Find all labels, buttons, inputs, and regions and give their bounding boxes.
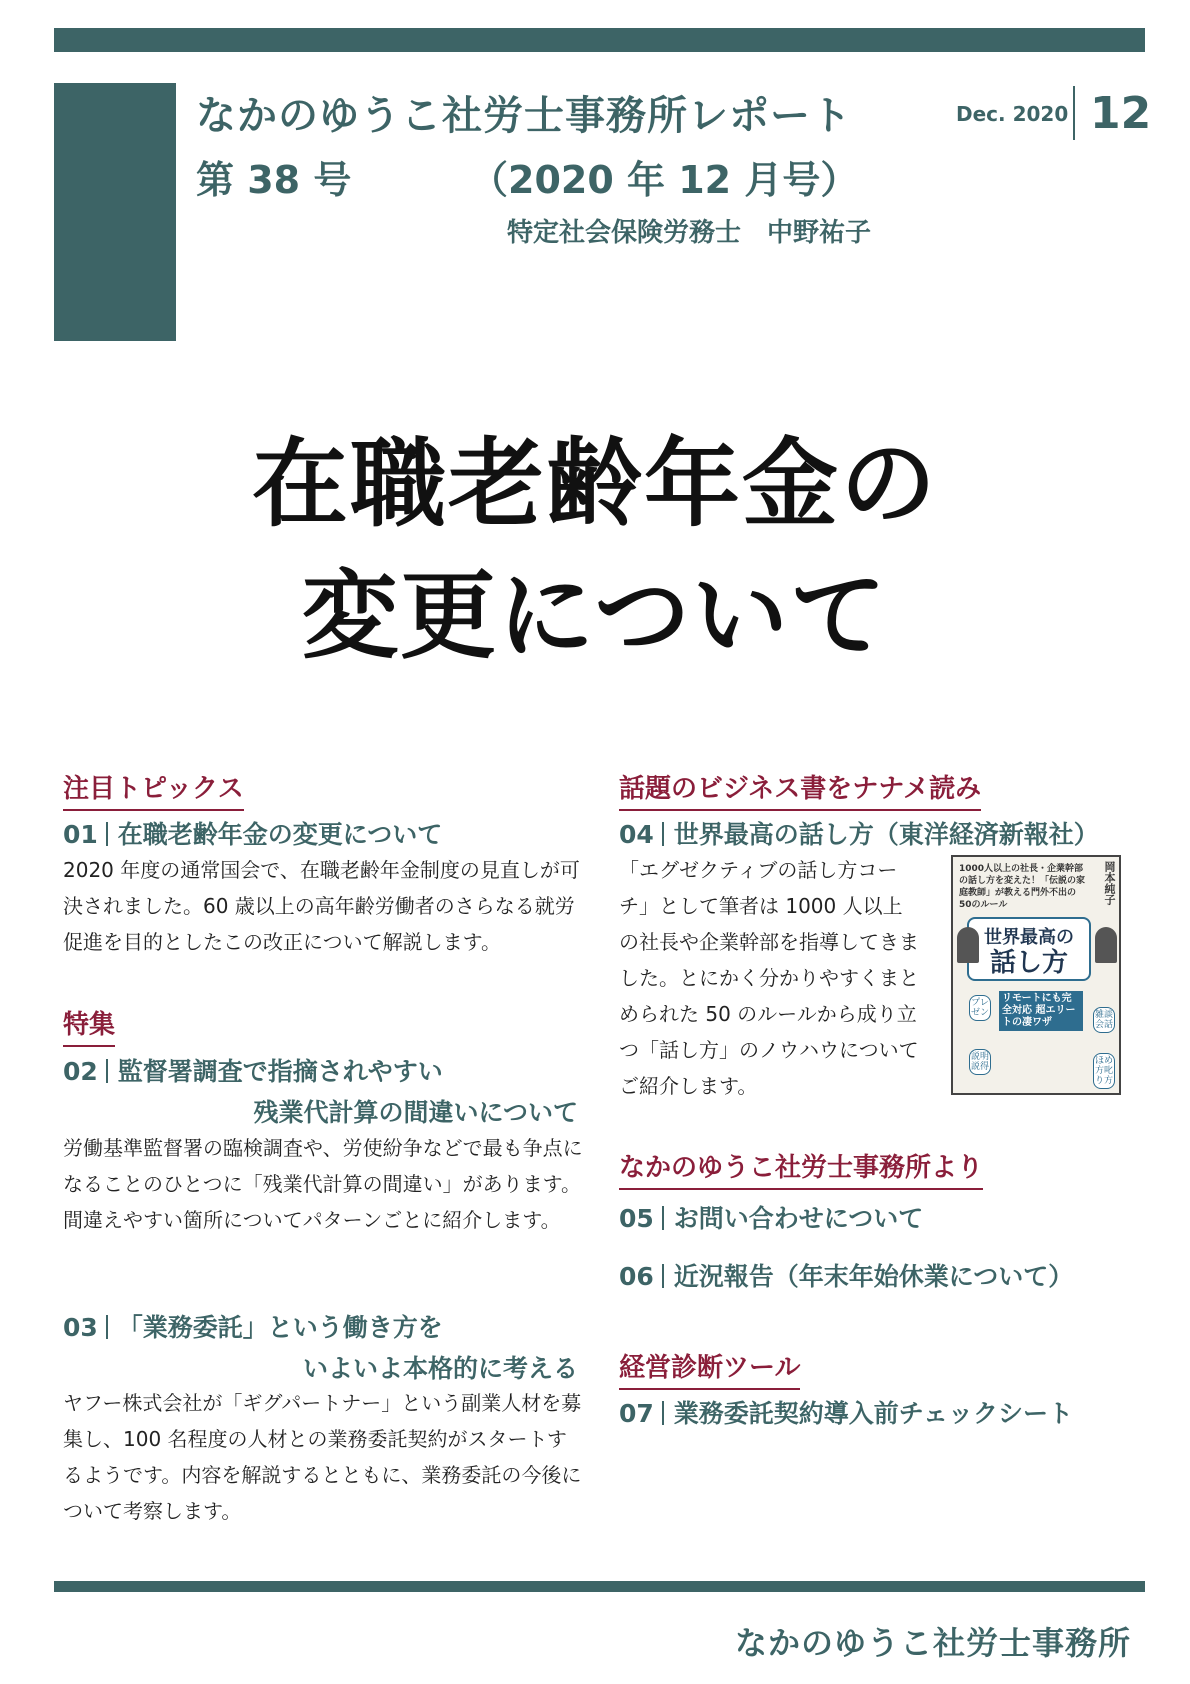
book-cover-tag: プレゼン (969, 995, 991, 1021)
section-heading-special-feature: 特集 (63, 1004, 115, 1047)
item-01-body: 2020 年度の通常国会で、在職老齢年金制度の見直しが可決されました。60 歳以上の高年齢労働者のさらなる就労促進を目的としたこの改正について解説します。 (63, 858, 580, 954)
item-divider (106, 822, 108, 846)
item-title: 「業務委託」という働き方を (117, 1313, 443, 1342)
item-number: 02 (63, 1057, 98, 1086)
month-number: 12 (1090, 88, 1152, 139)
section-heading-featured-topics: 注目トピックス (63, 768, 244, 811)
item-07-heading[interactable] (619, 1394, 1073, 1430)
date-separator (1073, 86, 1075, 140)
item-divider (662, 1401, 664, 1425)
section-heading-office-news: なかのゆうこ社労士事務所より (619, 1147, 983, 1190)
issue-line (196, 149, 859, 204)
section-heading-diagnosis-tool: 経営診断ツール (619, 1347, 800, 1390)
book-cover-title-large: 話し方 (989, 948, 1068, 978)
book-cover-title-small: 世界最高の (984, 927, 1074, 948)
item-number: 01 (63, 820, 98, 849)
item-title: 業務委託契約導入前チェックシート (673, 1399, 1074, 1428)
item-01-heading[interactable] (63, 815, 442, 851)
item-title: 近況報告（年末年始休業について） (673, 1262, 1074, 1291)
book-cover-author: 岡本純子 (1103, 861, 1116, 905)
report-title: なかのゆうこ社労士事務所レポート (196, 93, 852, 139)
item-02-heading[interactable] (63, 1052, 443, 1088)
item-title: 監督署調査で指摘されやすい (117, 1057, 443, 1086)
item-number: 04 (619, 820, 654, 849)
book-cover-title (967, 917, 1091, 981)
item-03-heading-line2: いよいよ本格的に考える (302, 1354, 578, 1383)
book-cover-strip: リモートにも完全対応 超エリートの凄ワザ (999, 991, 1083, 1031)
item-number: 07 (619, 1399, 654, 1428)
book-cover-tag: ほめ方叱り方 (1093, 1053, 1115, 1089)
item-number: 06 (619, 1262, 654, 1291)
book-cover-figure-right (1095, 927, 1117, 963)
book-cover-top-text: 1000人以上の社長・企業幹部の話し方を変えた！「伝説の家庭教師」が教える門外不出の50のルール (959, 864, 1086, 910)
issue-date: （2020 年 12 月号） (470, 158, 859, 202)
header-accent-block (54, 83, 176, 341)
section-heading-business-book: 話題のビジネス書をナナメ読み (619, 768, 981, 811)
item-title: 在職老齢年金の変更について (117, 820, 443, 849)
item-divider (106, 1315, 108, 1339)
footer-office-name: なかのゆうこ社労士事務所 (735, 1624, 1132, 1662)
item-04-body: 「エグゼクティブの話し方コーチ」として筆者は 1000 人以上の社長や企業幹部を指導してきました。とにかく分かりやすくまとめられた 50 のルールから成り立つ「話し方」のノウハウについてご紹介します。 (619, 858, 919, 1098)
item-divider (106, 1059, 108, 1083)
item-divider (662, 1264, 664, 1288)
book-cover-figure-left (957, 927, 979, 963)
issue-number: 第 38 号 (196, 158, 352, 202)
item-06-heading[interactable] (619, 1257, 1073, 1293)
item-number: 05 (619, 1204, 654, 1233)
item-03-body: ヤフー株式会社が「ギグパートナー」という副業人材を募集し、100 名程度の人材との業務委託契約がスタートするようです。内容を解説するとともに、業務委託の今後について考察します。 (63, 1391, 582, 1523)
item-divider (662, 1206, 664, 1230)
item-number: 03 (63, 1313, 98, 1342)
author-name: 特定社会保険労務士 中野祐子 (507, 218, 872, 248)
book-cover-tag: 説明説得 (969, 1049, 991, 1075)
item-04-heading[interactable] (619, 815, 1099, 851)
item-title: お問い合わせについて (673, 1204, 924, 1233)
main-headline-line2: 変更について (301, 560, 889, 672)
book-cover-tag: 雑談会話 (1093, 1007, 1115, 1033)
date-en: Dec. 2020 (956, 102, 1069, 126)
item-03-heading[interactable] (63, 1308, 443, 1344)
main-headline-line1: 在職老齢年金の (252, 428, 938, 540)
item-title: 世界最高の話し方（東洋経済新報社） (673, 820, 1099, 849)
top-accent-bar (54, 28, 1145, 52)
item-02-body: 労働基準監督署の臨検調査や、労使紛争などで最も争点になることのひとつに「残業代計算の間違い」があります。間違えやすい箇所についてパターンごとに紹介します。 (63, 1136, 583, 1232)
item-05-heading[interactable] (619, 1199, 923, 1235)
item-divider (662, 822, 664, 846)
book-cover-image (951, 855, 1121, 1095)
item-02-heading-line2: 残業代計算の間違いについて (253, 1098, 578, 1127)
bottom-accent-bar (54, 1581, 1145, 1592)
